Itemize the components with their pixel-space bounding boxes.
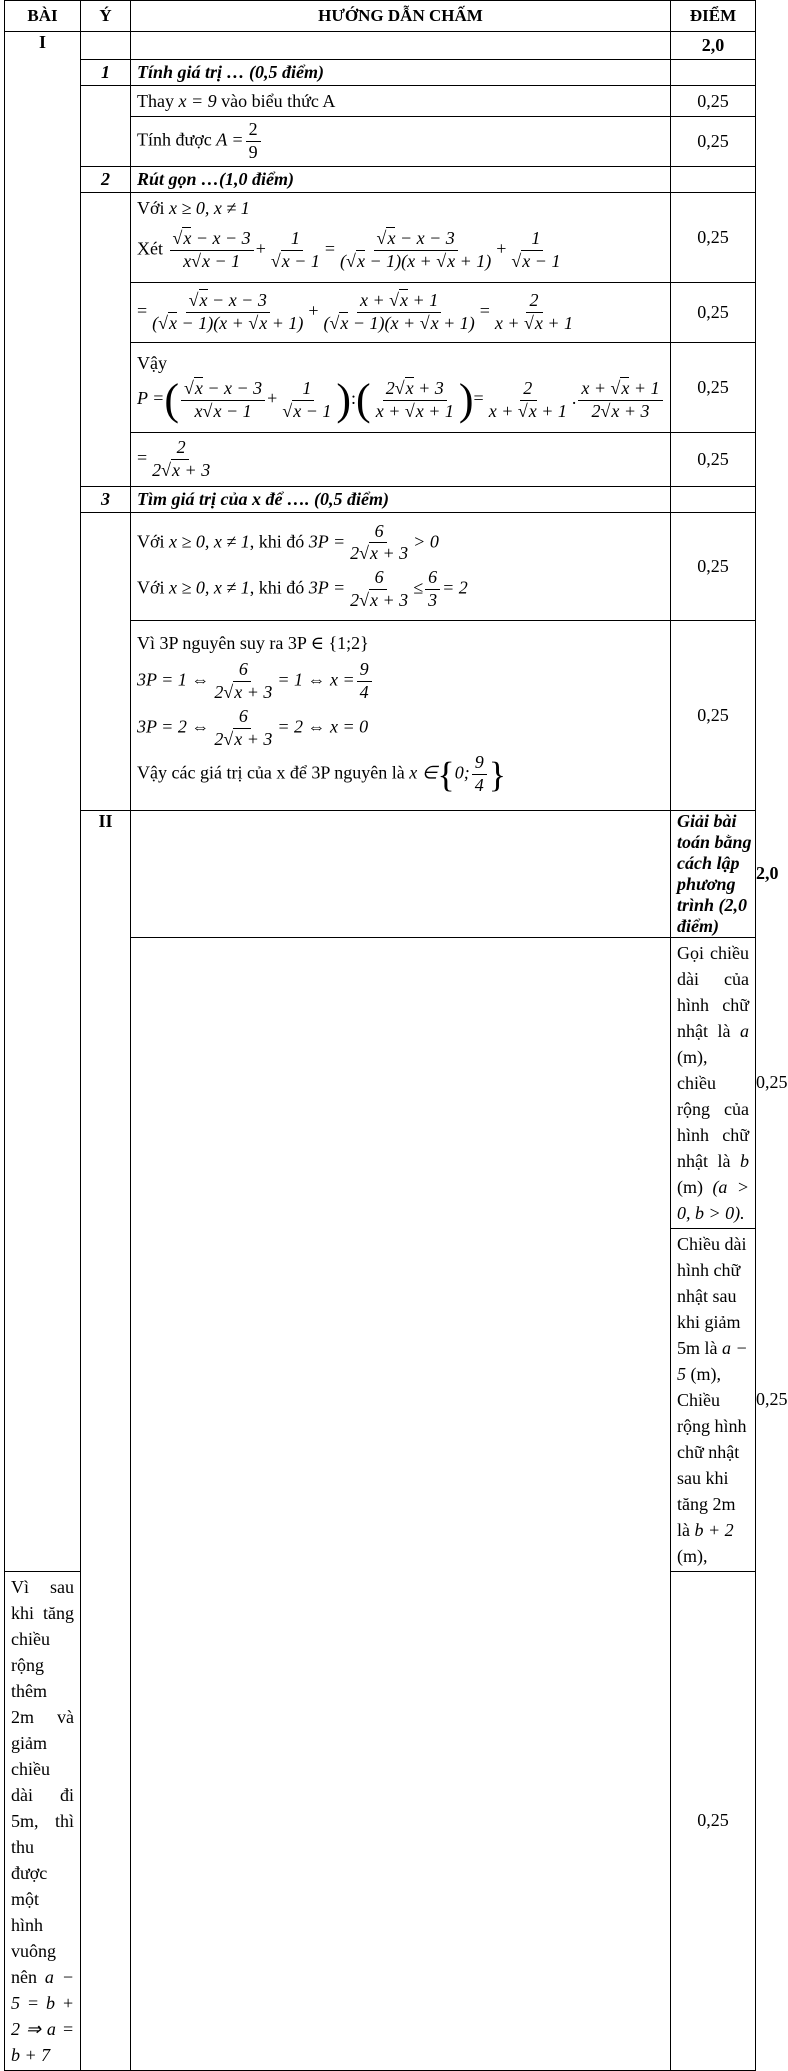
part3-score2: 0,25 [671, 620, 756, 810]
part3-row1 [5, 512, 756, 620]
header-row [5, 1, 756, 32]
section2-bai: II [81, 810, 131, 2070]
header-diem: ĐIỂM [671, 1, 756, 32]
section1-row [5, 32, 756, 60]
part1-num: 1 [81, 60, 131, 86]
part3-title-row [5, 486, 756, 512]
part2-score4: 0,25 [671, 432, 756, 486]
grading-table [4, 0, 788, 2071]
header-y: Ý [81, 1, 131, 32]
section2-row2-content: Chiều dài hình chữ nhật sau khi giảm 5m là a − 5 (m), Chiều rộng hình chữ nhật sau khi tăng 2m là b + 2 (m), [671, 1228, 756, 1571]
part3-num: 3 [81, 486, 131, 512]
part2-score3: 0,25 [671, 342, 756, 432]
section2-row2: Chiều dài hình chữ nhật sau khi giảm 5m là a − 5 (m), Chiều rộng hình chữ nhật sau khi tăng 2m là b + 2 (m), 0,25 [5, 1228, 756, 1571]
part3-row2-content: Vì 3P nguyên suy ra 3P ∈ {1;2} 3P = 1 ⇔ $\frac{6}{2√x + 3}$ = 1 ⇔ x = $\frac{9}{4}$ 3P = 2 ⇔ $\frac{6}{2√x + 3}$ = 2 ⇔ x = 0 Vậy các giá trị của x để 3P nguyên là x ∈{0; $\frac{9}{4}$ } [131, 620, 671, 810]
part2-row3-content: Vậy P =( $\frac{√x - x - 3}{x√x - 1}$ + $\frac{1}{√x - 1}$ ):( $\frac{2√x + 3}{x + √x + 1}$ )= $\frac{2}{x + √x + 1}$ . $\frac{x + √x + 1}{2√x + 3}$ [131, 342, 671, 432]
part2-row1 [5, 193, 756, 283]
part2-title-row [5, 167, 756, 193]
section1-total: 2,0 [671, 32, 756, 60]
part2-row1-content: Với x ≥ 0, x ≠ 1 Xét $\frac{√x - x - 3}{x√x - 1}$ + $\frac{1}{√x - 1}$ = $\frac{√x - x - 3}{(√x - 1)(x + √x + 1)}$ + $\frac{1}{√x - 1}$ [131, 193, 671, 283]
xet-expression: Xét $\frac{√x - x - 3}{x√x - 1}$ + $\frac{1}{√x - 1}$ = $\frac{√x - x - 3}{(√x - 1)(x + √x + 1)}$ + $\frac{1}{√x - 1}$ [137, 228, 561, 271]
part2-score2: 0,25 [671, 282, 756, 342]
part1-row1-content: Thay x = 9 vào biểu thức A [131, 86, 671, 117]
part2-num: 2 [81, 167, 131, 193]
part3-title: Tìm giá trị của x để …. (0,5 điểm) [131, 486, 671, 512]
part1-row2-score: 0,25 [671, 117, 756, 167]
part1-row2-content: Tính được A = $\frac{2}{9}$ [131, 117, 671, 167]
part2-row4-content: = $\frac{2}{2√x + 3}$ [131, 432, 671, 486]
part3-row1-content: Với x ≥ 0, x ≠ 1, khi đó 3P = $\frac{6}{2√x + 3}$ > 0 Với x ≥ 0, x ≠ 1, khi đó 3P = $\frac{6}{2√x + 3}$ ≤ $\frac{6}{3}$ = 2 [131, 512, 671, 620]
part2-title: Rút gọn …(1,0 điểm) [131, 167, 671, 193]
section1-bai: I [5, 32, 81, 1572]
section2-row3-score: 0,25 [671, 1571, 756, 2070]
part2-score1: 0,25 [671, 193, 756, 283]
part1-title-row [5, 60, 756, 86]
header-bai: BÀI [5, 1, 81, 32]
section2-row1-content: Gọi chiều dài của hình chữ nhật là a (m), chiều rộng của hình chữ nhật là b (m) (a > 0, b > 0). [671, 937, 756, 1228]
part1-row1-score: 0,25 [671, 86, 756, 117]
part1-title: Tính giá trị … (0,5 điểm) [131, 60, 671, 86]
header-huong-dan: HƯỚNG DẪN CHẤM [131, 1, 671, 32]
section2-title-row: II Giải bài toán bằng cách lập phương trình (2,0 điểm) 2,0 [5, 810, 756, 937]
section2-title: Giải bài toán bằng cách lập phương trình (2,0 điểm) [671, 810, 756, 937]
section2-row3-content: Vì sau khi tăng chiều rộng thêm 2m và giảm chiều dài đi 5m, thì thu được một hình vuông nên a − 5 = b + 2 ⇒ a = b + 7 [5, 1571, 81, 2070]
part3-score1: 0,25 [671, 512, 756, 620]
section2-row1: Gọi chiều dài của hình chữ nhật là a (m), chiều rộng của hình chữ nhật là b (m) (a > 0, b > 0). 0,25 [5, 937, 756, 1228]
part1-row1 [5, 86, 756, 117]
part2-row2-content: = $\frac{√x - x - 3}{(√x - 1)(x + √x + 1)}$ + $\frac{x + √x + 1}{(√x - 1)(x + √x + 1)}$ = $\frac{2}{x + √x + 1}$ [131, 282, 671, 342]
